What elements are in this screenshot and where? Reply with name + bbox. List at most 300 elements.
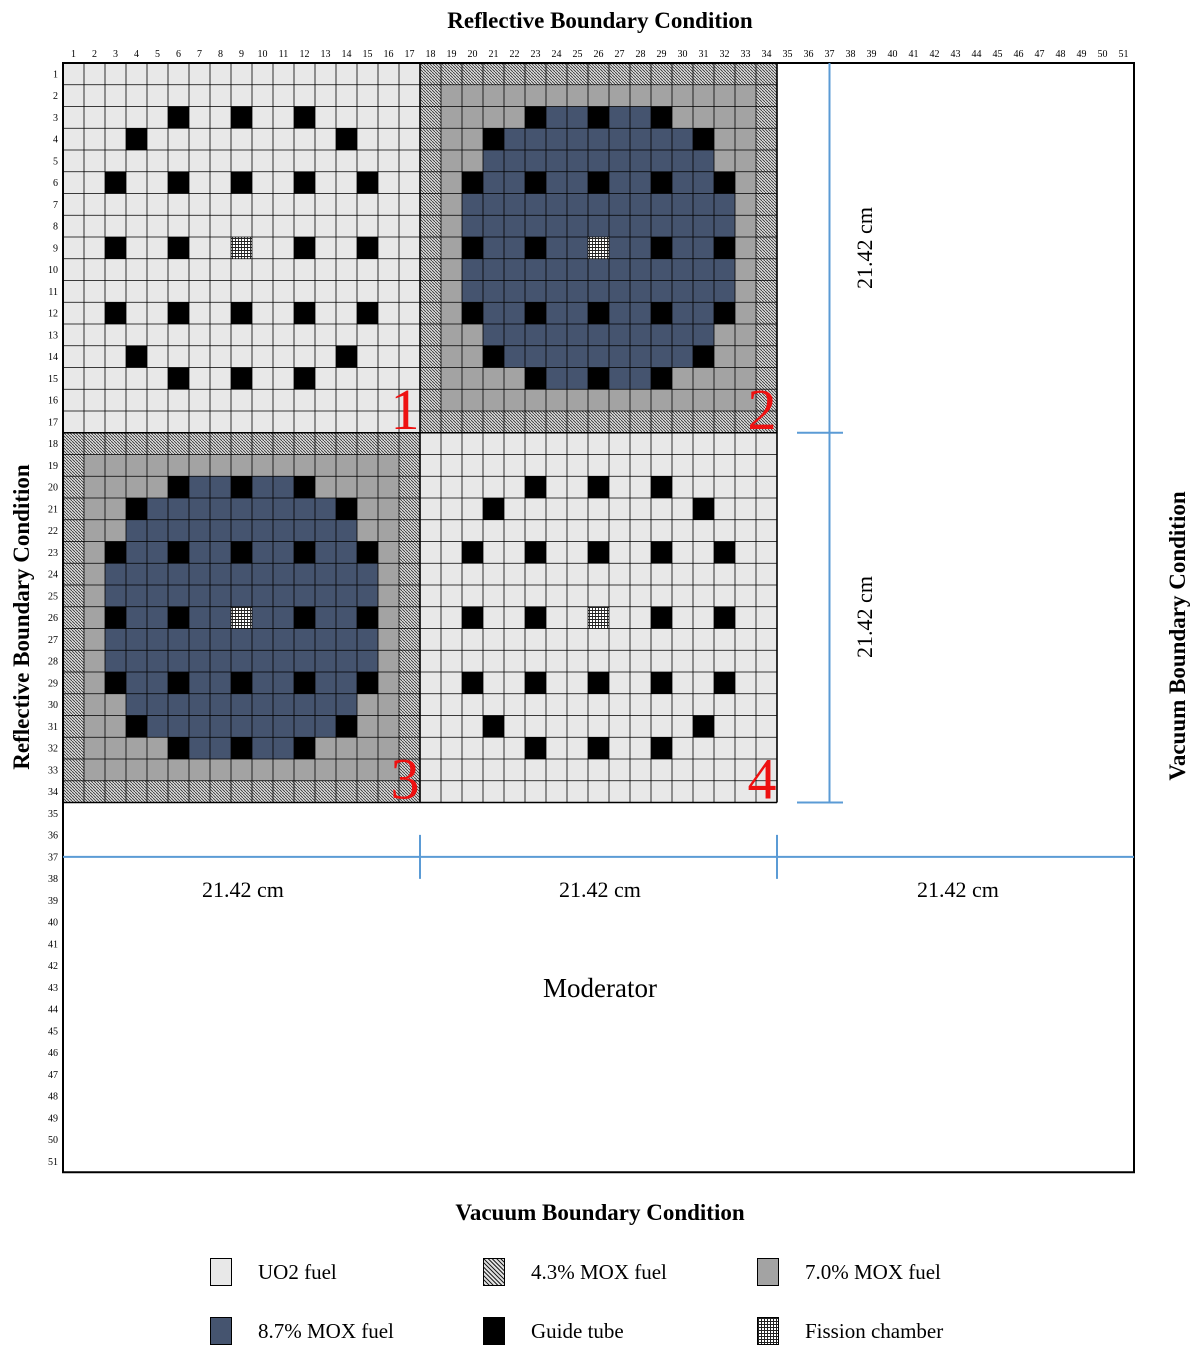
fuel-pin-cell [273,368,294,390]
fuel-pin-cell [630,172,651,194]
fuel-pin-cell [441,237,462,259]
fuel-pin-cell [651,411,672,433]
fuel-pin-cell [483,650,504,672]
fuel-pin-cell [357,150,378,172]
column-label: 44 [971,49,982,60]
fuel-pin-cell [294,759,315,781]
fuel-pin-cell [483,455,504,477]
fuel-pin-cell [693,368,714,390]
column-label: 17 [404,49,415,60]
fuel-pin-cell [147,542,168,564]
fuel-pin-cell [210,107,231,129]
fuel-pin-cell [630,781,651,803]
fuel-pin-cell [168,694,189,716]
fuel-pin-cell [756,694,777,716]
fuel-pin-cell [588,455,609,477]
fuel-pin-cell [462,694,483,716]
fuel-pin-cell [357,346,378,368]
fuel-pin-cell [504,694,525,716]
fuel-pin-cell [693,629,714,651]
guide-tube-cell [651,368,672,390]
fuel-pin-cell [714,737,735,759]
fuel-pin-cell [651,650,672,672]
fuel-pin-cell [756,172,777,194]
fuel-pin-cell [336,237,357,259]
fuel-pin-cell [693,172,714,194]
fuel-pin-cell [273,585,294,607]
fuel-pin-cell [588,346,609,368]
fuel-pin-cell [546,433,567,455]
fuel-pin-cell [399,498,420,520]
fuel-pin-cell [315,520,336,542]
fuel-pin-cell [441,368,462,390]
fuel-pin-cell [441,215,462,237]
left-boundary-label: Reflective Boundary Condition [9,464,34,770]
guide-tube-cell [231,368,252,390]
fuel-pin-cell [273,302,294,324]
column-label: 15 [362,49,373,60]
fuel-pin-cell [126,281,147,303]
fuel-pin-cell [420,476,441,498]
fuel-pin-cell [63,498,84,520]
top-boundary-label: Reflective Boundary Condition [447,8,753,33]
fuel-pin-cell [630,498,651,520]
fuel-pin-cell [441,150,462,172]
fuel-pin-cell [399,128,420,150]
fuel-pin-cell [546,324,567,346]
row-label: 27 [48,634,58,646]
fuel-pin-cell [399,324,420,346]
fuel-pin-cell [357,433,378,455]
fuel-pin-cell [714,563,735,585]
fuel-pin-cell [294,716,315,738]
fuel-pin-cell [231,629,252,651]
fuel-pin-cell [588,194,609,216]
fuel-pin-cell [273,672,294,694]
column-label: 48 [1055,49,1066,60]
fuel-pin-cell [672,281,693,303]
fuel-pin-cell [546,542,567,564]
fuel-pin-cell [441,107,462,129]
fuel-pin-cell [609,237,630,259]
fuel-pin-cell [420,302,441,324]
fuel-pin-cell [420,650,441,672]
fuel-pin-cell [189,85,210,107]
fuel-pin-cell [189,781,210,803]
fuel-pin-cell [630,520,651,542]
fuel-pin-cell [399,607,420,629]
fuel-pin-cell [189,759,210,781]
fuel-pin-cell [357,563,378,585]
fuel-pin-cell [231,63,252,85]
fuel-pin-cell [336,672,357,694]
fuel-pin-cell [630,629,651,651]
fuel-pin-cell [378,172,399,194]
fuel-pin-cell [210,694,231,716]
fuel-pin-cell [651,85,672,107]
fuel-pin-cell [378,107,399,129]
fuel-pin-cell [252,172,273,194]
fuel-pin-cell [126,237,147,259]
fuel-pin-cell [189,324,210,346]
fuel-pin-cell [84,85,105,107]
fuel-pin-cell [63,107,84,129]
row-label: 8 [53,221,58,233]
fuel-pin-cell [714,128,735,150]
fuel-pin-cell [357,259,378,281]
fuel-pin-cell [588,716,609,738]
fuel-pin-cell [567,498,588,520]
fuel-pin-cell [420,433,441,455]
fuel-pin-cell [336,563,357,585]
guide-tube-cell [714,607,735,629]
fuel-pin-cell [609,607,630,629]
fuel-pin-cell [567,563,588,585]
fuel-pin-cell [357,781,378,803]
fuel-pin-cell [315,498,336,520]
fuel-pin-cell [336,150,357,172]
row-label: 39 [48,895,58,907]
fuel-pin-cell [714,259,735,281]
fuel-pin-cell [273,694,294,716]
fuel-pin-cell [294,150,315,172]
fuel-pin-cell [714,324,735,346]
fuel-pin-cell [63,455,84,477]
fuel-pin-cell [609,694,630,716]
fuel-pin-cell [252,629,273,651]
column-label: 9 [239,49,244,60]
fuel-pin-cell [672,368,693,390]
fuel-pin-cell [63,259,84,281]
guide-tube-cell [714,302,735,324]
fuel-pin-cell [420,237,441,259]
fuel-pin-cell [714,150,735,172]
fuel-pin-cell [189,128,210,150]
fuel-pin-cell [315,542,336,564]
fuel-pin-cell [567,737,588,759]
fuel-pin-cell [399,585,420,607]
fuel-pin-cell [546,476,567,498]
guide-tube-cell [357,542,378,564]
fuel-pin-cell [315,759,336,781]
fuel-pin-cell [315,302,336,324]
fuel-pin-cell [105,455,126,477]
column-label: 4 [134,49,139,60]
fuel-pin-cell [651,455,672,477]
fuel-pin-cell [168,281,189,303]
guide-tube-cell [294,107,315,129]
fuel-pin-cell [357,694,378,716]
guide-tube-cell [714,542,735,564]
fuel-pin-cell [294,585,315,607]
fuel-pin-cell [756,259,777,281]
fuel-pin-cell [315,324,336,346]
fuel-pin-cell [273,716,294,738]
fuel-pin-cell [735,107,756,129]
guide-tube-cell [231,172,252,194]
fuel-pin-cell [756,85,777,107]
fuel-pin-cell [378,63,399,85]
fuel-pin-cell [441,433,462,455]
fuel-pin-cell [651,194,672,216]
fuel-pin-cell [735,520,756,542]
guide-tube-cell [231,476,252,498]
fuel-pin-cell [189,716,210,738]
fuel-pin-cell [546,368,567,390]
fuel-pin-cell [756,585,777,607]
fuel-pin-cell [651,63,672,85]
fuel-pin-cell [189,455,210,477]
fuel-pin-cell [567,281,588,303]
fuel-pin-cell [63,607,84,629]
fuel-pin-cell [315,433,336,455]
guide-tube-cell [651,237,672,259]
guide-tube-cell [588,107,609,129]
fuel-pin-cell [441,737,462,759]
fuel-pin-cell [273,324,294,346]
fuel-pin-cell [252,85,273,107]
fuel-pin-cell [231,389,252,411]
fuel-pin-cell [168,520,189,542]
fuel-pin-cell [84,520,105,542]
guide-tube-cell [588,368,609,390]
fuel-pin-cell [105,63,126,85]
fuel-pin-cell [735,694,756,716]
fuel-pin-cell [294,498,315,520]
guide-tube-cell [588,302,609,324]
fuel-pin-cell [294,128,315,150]
fuel-pin-cell [504,781,525,803]
fuel-pin-cell [756,215,777,237]
fuel-pin-cell [336,585,357,607]
fuel-pin-cell [630,324,651,346]
guide-tube-cell [336,346,357,368]
row-label: 4 [53,134,58,146]
fuel-pin-cell [252,585,273,607]
fuel-pin-cell [504,172,525,194]
fuel-pin-cell [588,128,609,150]
fuel-pin-cell [105,650,126,672]
legend-item-mox43 [483,1257,667,1287]
fuel-pin-cell [609,194,630,216]
fuel-pin-cell [189,237,210,259]
guide-tube-cell [126,716,147,738]
row-label: 12 [48,308,58,320]
fuel-pin-cell [231,215,252,237]
column-label: 42 [929,49,940,60]
fuel-pin-cell [189,520,210,542]
fuel-pin-cell [588,629,609,651]
fuel-pin-cell [231,650,252,672]
guide-tube-cell [168,476,189,498]
legend-label-fission-chamber: Fission chamber [805,1318,944,1343]
fuel-pin-cell [189,281,210,303]
fuel-pin-cell [357,194,378,216]
fuel-pin-cell [609,585,630,607]
row-label: 40 [48,917,58,929]
fuel-pin-cell [231,759,252,781]
fuel-pin-cell [210,128,231,150]
fuel-pin-cell [609,650,630,672]
fuel-pin-cell [126,215,147,237]
fuel-pin-cell [231,433,252,455]
fuel-pin-cell [252,389,273,411]
fuel-pin-cell [84,215,105,237]
fuel-pin-cell [714,694,735,716]
fuel-pin-cell [126,476,147,498]
fuel-pin-cell [672,194,693,216]
fuel-pin-cell [252,63,273,85]
fuel-pin-cell [546,737,567,759]
guide-tube-cell [105,672,126,694]
fuel-pin-cell [63,585,84,607]
guide-tube-cell [483,128,504,150]
fuel-pin-cell [756,542,777,564]
fuel-pin-cell [357,63,378,85]
fuel-pin-cell [105,259,126,281]
fuel-pin-cell [336,194,357,216]
legend-item-guide-tube [483,1316,624,1346]
fuel-pin-cell [546,281,567,303]
fuel-pin-cell [126,694,147,716]
fuel-pin-cell [567,672,588,694]
guide-tube-cell [483,716,504,738]
fuel-pin-cell [630,694,651,716]
guide-tube-cell [294,672,315,694]
guide-tube-cell [294,607,315,629]
row-label: 21 [48,504,58,516]
guide-tube-cell [105,172,126,194]
fuel-pin-cell [483,194,504,216]
fuel-pin-cell [672,346,693,368]
fuel-pin-cell [231,150,252,172]
fuel-pin-cell [147,368,168,390]
fuel-pin-cell [462,128,483,150]
fuel-pin-cell [567,455,588,477]
fuel-pin-cell [714,498,735,520]
fuel-pin-cell [483,259,504,281]
fuel-pin-cell [210,302,231,324]
fuel-pin-cell [126,194,147,216]
fuel-pin-cell [168,650,189,672]
fuel-pin-cell [420,716,441,738]
fuel-pin-cell [63,302,84,324]
fuel-pin-cell [630,281,651,303]
fuel-pin-cell [336,542,357,564]
fuel-pin-cell [210,411,231,433]
fuel-pin-cell [84,302,105,324]
fuel-pin-cell [63,629,84,651]
row-label: 16 [48,395,58,407]
fuel-pin-cell [462,781,483,803]
fission-chamber-cell [231,607,252,629]
fuel-pin-cell [126,759,147,781]
fuel-pin-cell [378,629,399,651]
guide-tube-cell [525,542,546,564]
fuel-pin-cell [126,607,147,629]
guide-tube-cell [693,346,714,368]
legend-label-mox87: 8.7% MOX fuel [258,1318,394,1343]
guide-tube-cell [714,237,735,259]
fuel-pin-cell [567,542,588,564]
fuel-pin-cell [420,63,441,85]
row-label: 35 [48,808,58,820]
fuel-pin-cell [504,368,525,390]
fuel-pin-cell [609,542,630,564]
fuel-pin-cell [105,107,126,129]
fuel-pin-cell [147,433,168,455]
fuel-pin-cell [189,259,210,281]
fuel-pin-cell [336,172,357,194]
fuel-pin-cell [546,759,567,781]
fuel-pin-cell [714,346,735,368]
fuel-pin-cell [168,346,189,368]
fuel-pin-cell [756,281,777,303]
fuel-pin-cell [378,302,399,324]
fuel-pin-cell [231,520,252,542]
guide-tube-cell [462,302,483,324]
fuel-pin-cell [189,672,210,694]
fuel-pin-cell [294,433,315,455]
fuel-pin-cell [525,324,546,346]
fuel-pin-cell [210,63,231,85]
guide-tube-cell [336,716,357,738]
fuel-pin-cell [567,585,588,607]
fuel-pin-cell [651,150,672,172]
fuel-pin-cell [651,389,672,411]
fuel-pin-cell [126,650,147,672]
guide-tube-cell [168,368,189,390]
fuel-pin-cell [105,759,126,781]
fuel-pin-cell [252,259,273,281]
fuel-pin-cell [252,107,273,129]
fuel-pin-cell [105,476,126,498]
row-label: 11 [48,286,58,298]
fuel-pin-cell [357,716,378,738]
fuel-pin-cell [336,107,357,129]
fuel-pin-cell [693,150,714,172]
fuel-pin-cell [462,63,483,85]
fuel-pin-cell [756,607,777,629]
fuel-pin-cell [210,455,231,477]
fuel-pin-cell [441,781,462,803]
column-label: 37 [824,49,835,60]
fuel-pin-cell [462,194,483,216]
fuel-pin-cell [714,585,735,607]
fuel-pin-cell [126,455,147,477]
row-label: 5 [53,156,58,168]
fuel-pin-cell [147,237,168,259]
fuel-pin-cell [105,433,126,455]
fuel-pin-cell [735,324,756,346]
fuel-pin-cell [147,302,168,324]
fuel-pin-cell [609,302,630,324]
fuel-pin-cell [147,694,168,716]
fuel-pin-cell [294,215,315,237]
legend-item-mox87 [210,1316,394,1346]
fuel-pin-cell [336,302,357,324]
fuel-pin-cell [483,107,504,129]
fuel-pin-cell [483,85,504,107]
guide-tube-cell [588,172,609,194]
fuel-pin-cell [546,128,567,150]
row-label: 41 [48,939,58,951]
fuel-pin-cell [609,737,630,759]
fuel-pin-cell [315,716,336,738]
legend-label-guide-tube: Guide tube [531,1318,624,1343]
column-label: 25 [572,49,583,60]
fuel-pin-cell [189,737,210,759]
